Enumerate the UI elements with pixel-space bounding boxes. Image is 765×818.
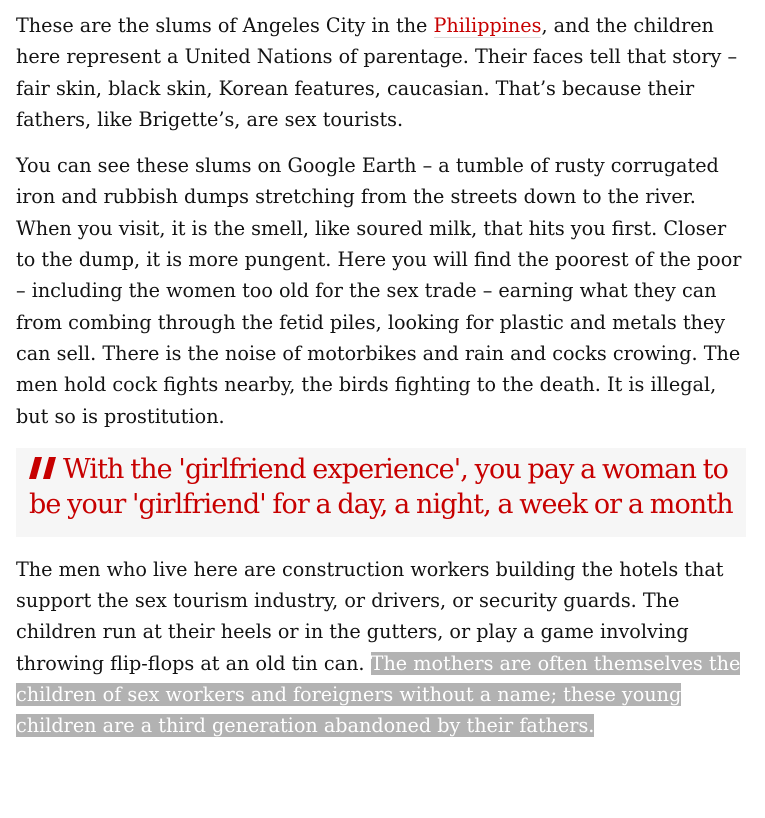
paragraph-text: , and the children here represent a United Nations of parentage. Their faces tell that story – fair skin, black skin, Korean features, caucasian. That’s because their fathers, like Brigette’s, are sex tourists.	[16, 14, 738, 131]
quote-mark-icon	[29, 453, 59, 475]
paragraph-construction-workers	[16, 554, 751, 742]
pullquote-text: With the 'girlfriend experience', you pay a woman to be your 'girlfriend' for a day, a night, a week or a month	[29, 453, 733, 520]
article-body	[16, 10, 751, 742]
selected-text-highlight[interactable]: The mothers are often themselves the children of sex workers and foreigners without a name; these young children are a third generation abandoned by their fathers.	[16, 651, 741, 738]
paragraph-text: These are the slums of Angeles City in the	[16, 14, 434, 37]
paragraph-slums-intro	[16, 10, 751, 135]
pullquote	[16, 448, 746, 537]
philippines-link[interactable]: Philippines	[433, 14, 542, 37]
paragraph-text: The men who live here are construction workers building the hotels that support the sex tourism industry, or drivers, or security guards. The children run at their heels or in the gutters, or play a game involving throwing flip-flops at an old tin can.	[16, 557, 724, 675]
paragraph-google-earth: You can see these slums on Google Earth – a tumble of rusty corrugated iron and rubbish dumps stretching from the streets down to the river. When you visit, it is the smell, like soured milk, that hits you first. Closer to the dump, it is more pungent. Here you will find the poorest of the poor – including the women too old for the sex trade – earning what they can from combing through the fetid piles, looking for plastic and metals they can sell. There is the noise of motorbikes and rain and cocks crowing. The men hold cock fights nearby, the birds fighting to the death. It is illegal, but so is prostitution.	[16, 154, 742, 428]
